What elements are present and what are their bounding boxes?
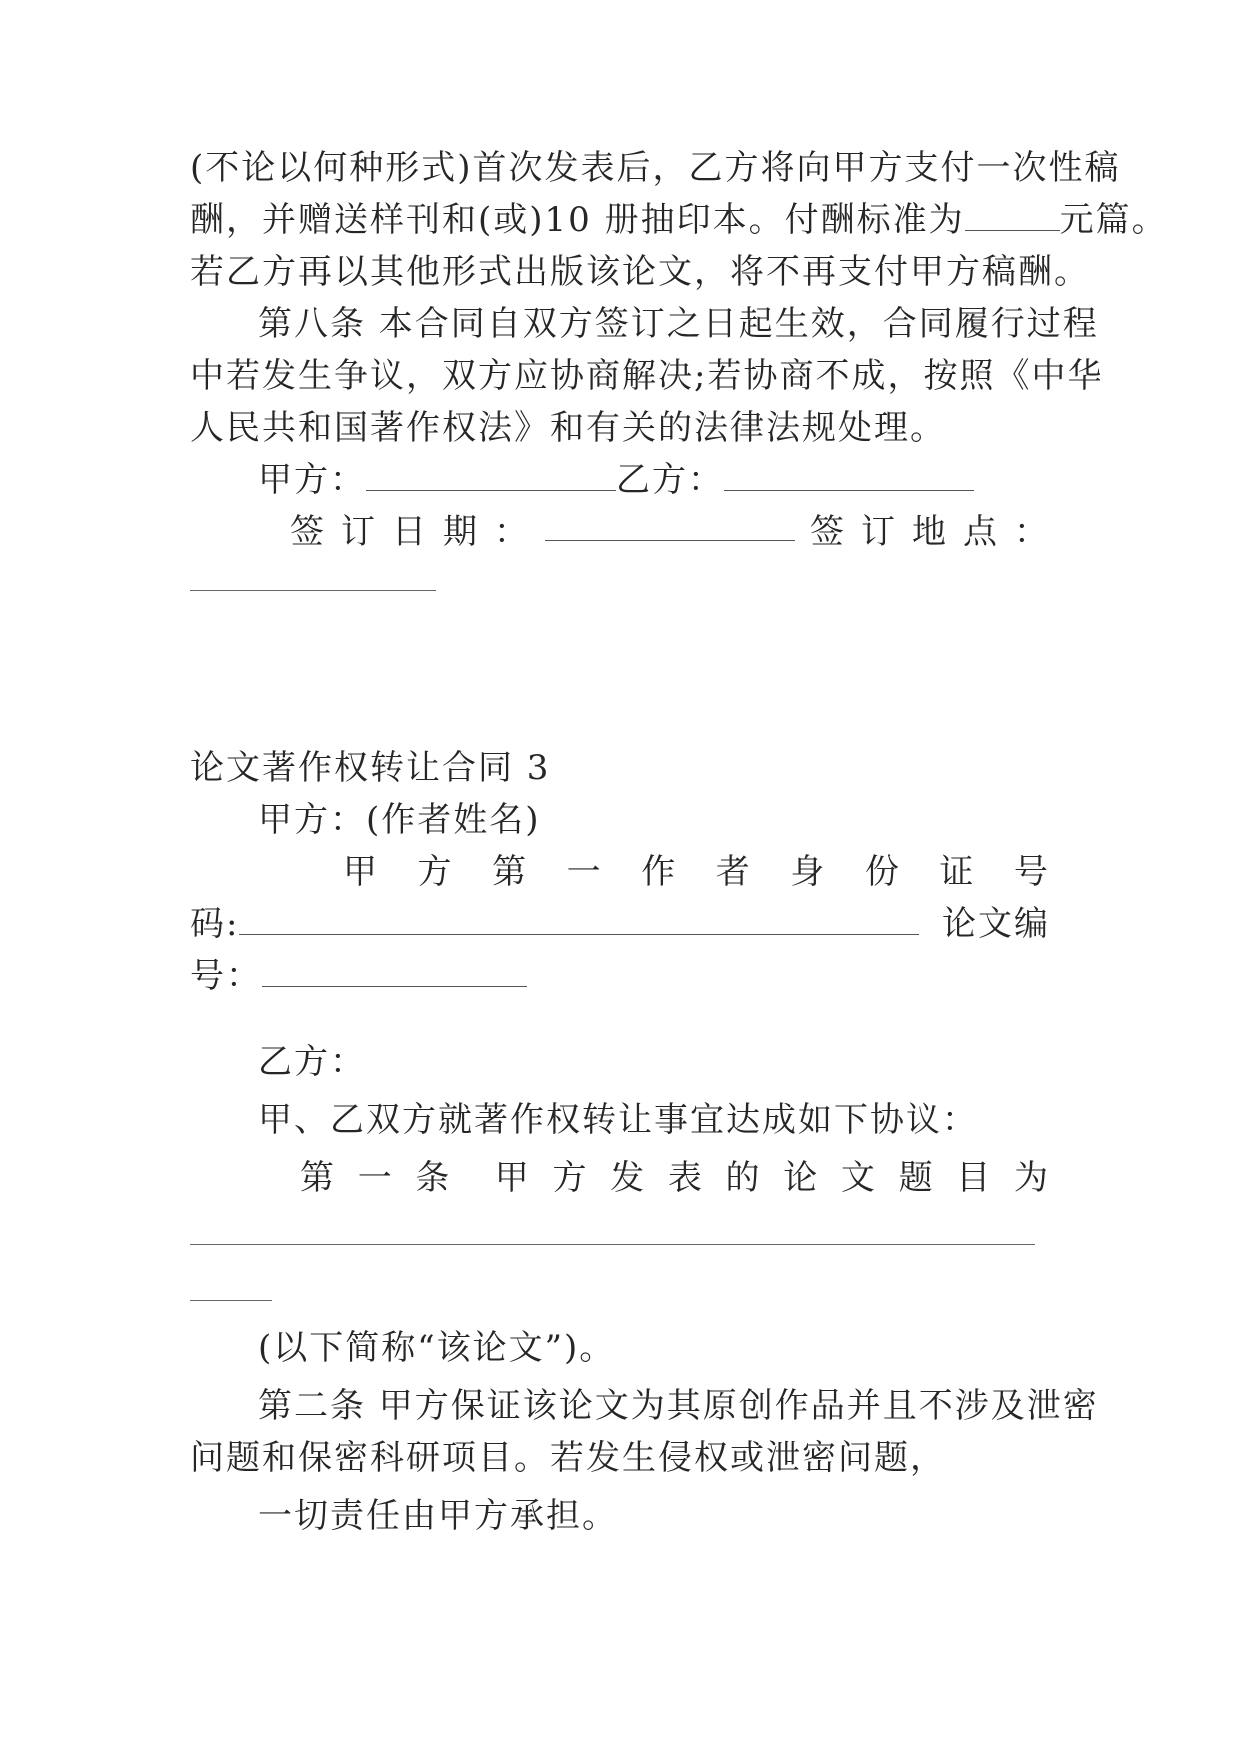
contract3-title: 论文著作权转让合同 3: [190, 748, 551, 788]
sign-place-char: ：: [1014, 512, 1050, 552]
id-number-char: 作: [641, 852, 678, 892]
article1-char: 论: [783, 1158, 820, 1198]
id-number-char: 方: [417, 852, 454, 892]
sign-date-blank: [545, 510, 795, 541]
payment-amount-blank: [965, 200, 1060, 231]
sign-date-char: ：: [494, 512, 530, 552]
id-number-char: 一: [566, 852, 603, 892]
sign-date-char: 期: [443, 512, 479, 552]
id-number-label: 码:: [190, 904, 240, 944]
paper-title-blank-cont: [190, 1300, 272, 1301]
contract3-party-a: 甲方：(作者姓名): [258, 800, 541, 840]
article1-char: 为: [1013, 1158, 1050, 1198]
id-number-char: 身: [790, 852, 827, 892]
payment-line-2-unit: 元篇。: [1059, 200, 1168, 240]
id-number-char: 号: [1013, 852, 1050, 892]
article1-char: 甲: [494, 1158, 531, 1198]
contract3-party-b: 乙方：: [258, 1042, 366, 1082]
article1-char: 条: [415, 1158, 452, 1198]
article8-line-1: 第八条 本合同自双方签订之日起生效，合同履行过程: [258, 304, 1099, 344]
article1-char: 文: [840, 1158, 877, 1198]
article1-char: 一: [357, 1158, 394, 1198]
party-a-signature-blank: [366, 460, 616, 491]
article2-line-1: 第二条 甲方保证该论文为其原创作品并且不涉及泄密: [258, 1386, 1099, 1426]
paper-number-cont: [190, 954, 527, 998]
paper-number-label-cont: 号：: [190, 956, 262, 996]
payment-line-3: 若乙方再以其他形式出版该论文，将不再支付甲方稿酬。: [190, 252, 1090, 292]
paper-number-blank: [262, 956, 527, 987]
sign-place-char: 订: [861, 512, 897, 552]
signature-parties: [258, 458, 974, 502]
id-number-char: 份: [864, 852, 901, 892]
payment-line-2-text: 酬，并赠送样刊和(或)10 册抽印本。付酬标准为: [190, 200, 965, 240]
sign-date-place: [290, 510, 1050, 554]
party-a-signature-label: 甲方：: [258, 460, 366, 500]
id-number-char: 证: [939, 852, 976, 892]
paper-title-blank: [190, 1244, 1035, 1245]
id-number-char: 第: [492, 852, 529, 892]
article2-line-3: 一切责任由甲方承担。: [258, 1496, 618, 1536]
article1-char: 方: [552, 1158, 589, 1198]
article2-line-2: 问题和保密科研项目。若发生侵权或泄密问题，: [190, 1438, 946, 1478]
id-number-cont: [190, 902, 1050, 946]
article1-char: 目: [956, 1158, 993, 1198]
article1-char: 的: [725, 1158, 762, 1198]
article1-char: 题: [898, 1158, 935, 1198]
sign-date-char: 日: [392, 512, 428, 552]
agreement-intro: 甲、乙双方就著作权转让事宜达成如下协议：: [258, 1100, 978, 1140]
party-b-signature-label: 乙方：: [616, 460, 724, 500]
article8-line-2: 中若发生争议，双方应协商解决;若协商不成，按照《中华: [190, 356, 1104, 396]
article8-line-3: 人民共和国著作权法》和有关的法律法规处理。: [190, 408, 946, 448]
payment-line-1: (不论以何种形式)首次发表后，乙方将向甲方支付一次性稿: [190, 148, 1121, 188]
sign-date-char: 订: [341, 512, 377, 552]
id-number-char: 者: [715, 852, 752, 892]
id-number-line: [343, 850, 1050, 894]
article1-line: [300, 1156, 1050, 1200]
article1-char: 发: [610, 1158, 647, 1198]
article1-ref: (以下简称“该论文”)。: [258, 1328, 616, 1368]
id-number-blank: [239, 904, 919, 935]
article1-char: 第: [300, 1158, 336, 1198]
sign-date-char: 签: [290, 512, 326, 552]
id-number-char: 甲: [343, 852, 379, 892]
party-b-signature-blank: [724, 460, 974, 491]
sign-place-char: 点: [963, 512, 999, 552]
sign-place-char: 签: [810, 512, 846, 552]
sign-place-char: 地: [912, 512, 948, 552]
article1-char: 表: [667, 1158, 704, 1198]
sign-place-blank: [190, 590, 436, 591]
paper-number-label: 论文编: [942, 904, 1050, 944]
payment-line-2: [190, 198, 1168, 242]
